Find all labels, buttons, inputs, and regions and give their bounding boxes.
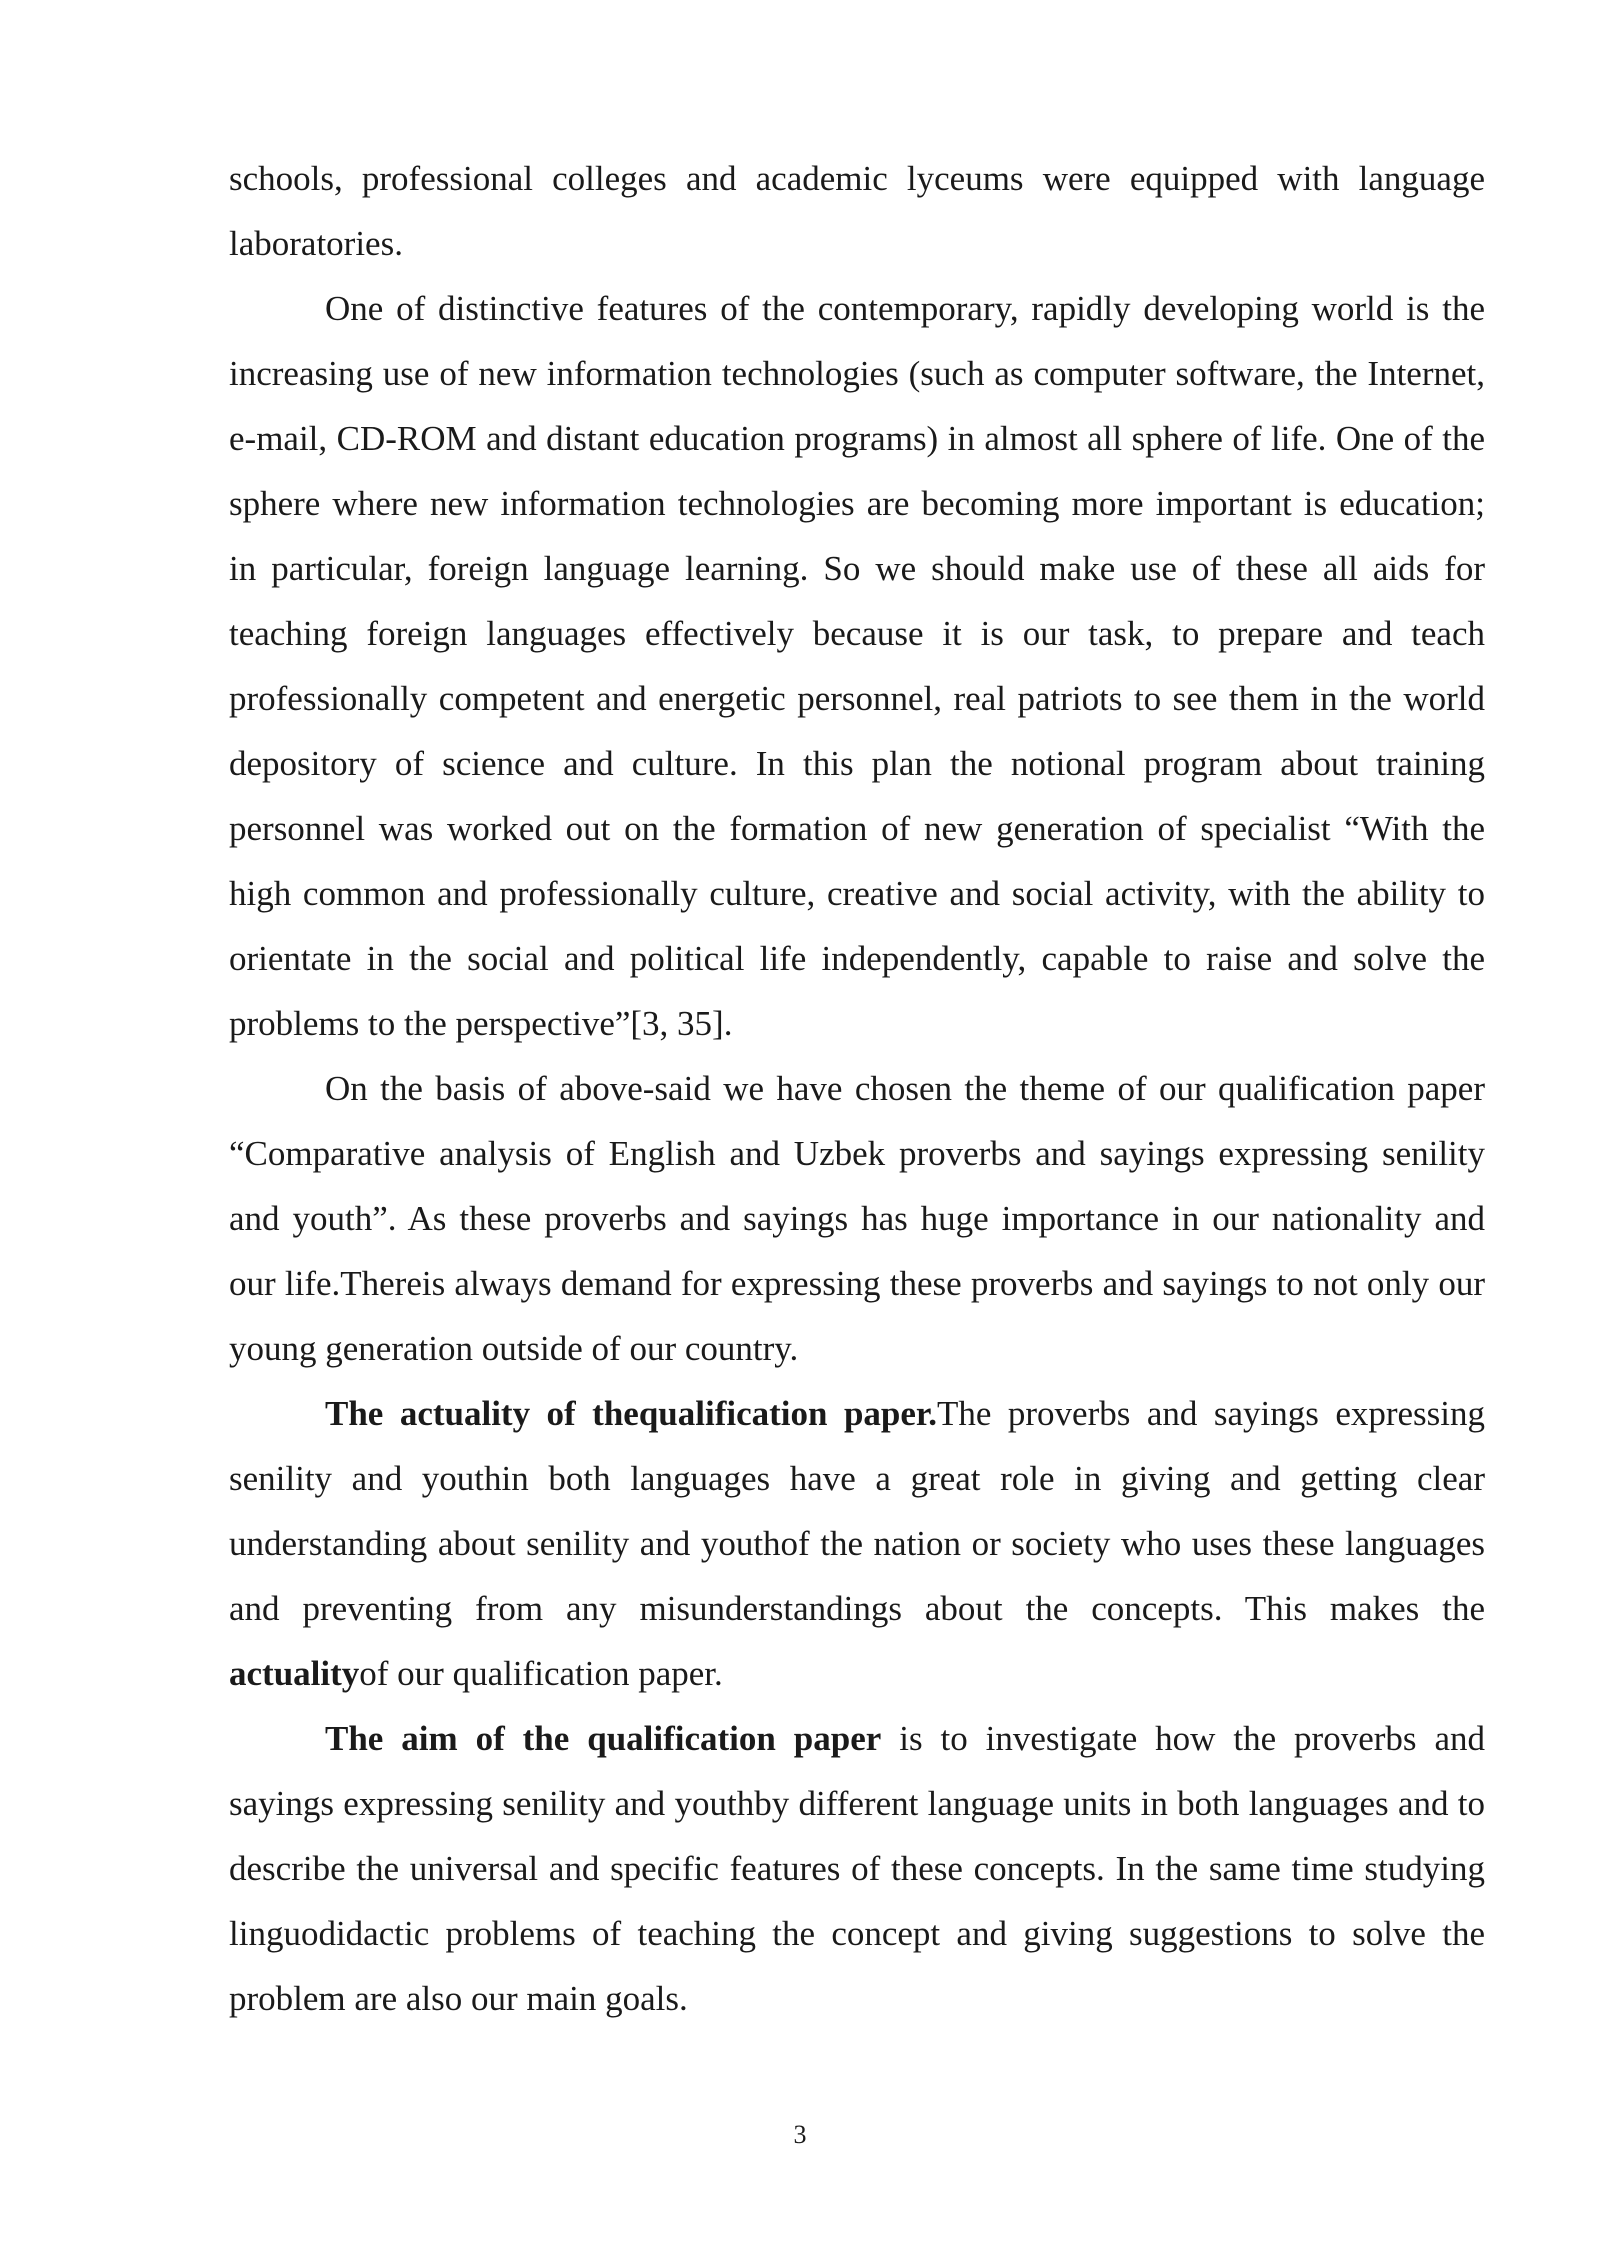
paragraph-2 xyxy=(229,276,1485,1056)
actuality-text-end: of our qualification paper. xyxy=(359,1654,723,1693)
paragraph-2-text: One of distinctive features of the contemporary, rapidly developing world is the increasing use of new information technologies (such as computer software, the Internet, e-mail, CD-ROM and distant education programs) in almost all sphere of life. One of the sphere where new information technologies are becoming more important is education; in particular, foreign language learning. So we should make use of these all aids for teaching foreign languages effectively because it is our task, to prepare and teach professionally competent and energetic personnel, real patriots to see them in the world depository of science and culture. In this plan the notional program about training personnel was worked out on the formation of new generation of specialist “With the high common and professionally culture, creative and social activity, with the ability to orientate in the social and political life independently, capable to raise and solve the problems to the perspective”[3, 35]. xyxy=(229,289,1485,1043)
actuality-bold-word: actuality xyxy=(229,1654,360,1693)
aim-text: is to investigate how the proverbs and sayings expressing senility and youthby different language units in both languages and to describe the universal and specific features of these concepts. In the same time studying linguodidactic problems of teaching the concept and giving suggestions to solve the problem are also our main goals. xyxy=(229,1719,1485,2018)
paragraph-3 xyxy=(229,1056,1485,1381)
paragraph-aim xyxy=(229,1706,1485,2031)
paragraph-1 xyxy=(229,146,1485,276)
page-number: 3 xyxy=(793,2120,807,2149)
paragraph-actuality xyxy=(229,1381,1485,1706)
actuality-heading: The actuality of thequalification paper. xyxy=(325,1394,937,1433)
actuality-text: The proverbs and sayings expressing senility and youthin both languages have a great role in giving and getting clear understanding about senility and youthof the nation or society who uses these languages and preventing from any misunderstandings about the concepts. This makes the xyxy=(229,1394,1486,1628)
paragraph-3-text: On the basis of above-said we have chosen the theme of our qualification paper “Comparative analysis of English and Uzbek proverbs and sayings expressing senility and youth”. As these proverbs and sayings has huge importance in our nationality and our life.Thereis always demand for expressing these proverbs and sayings to not only our young generation outside of our country. xyxy=(229,1069,1485,1368)
paragraph-1-text: schools, professional colleges and academic lyceums were equipped with language laboratories. xyxy=(229,159,1485,263)
aim-heading: The aim of the qualification paper xyxy=(325,1719,882,1758)
document-body xyxy=(229,146,1485,2031)
